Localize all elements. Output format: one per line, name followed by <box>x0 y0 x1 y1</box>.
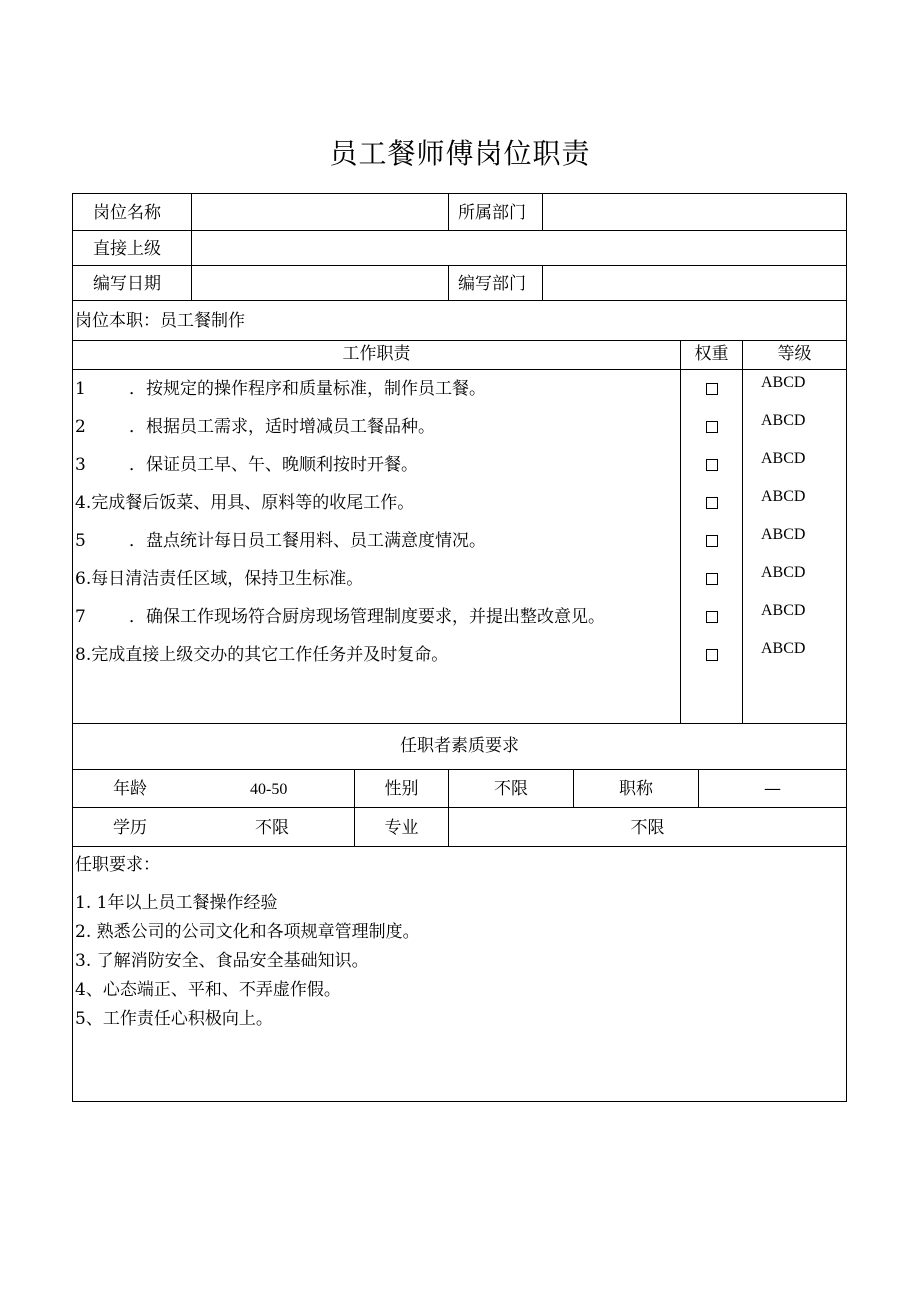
core-duty: 岗位本职：员工餐制作 <box>75 311 245 331</box>
grade-options: ABCD <box>761 374 806 391</box>
grade-options: ABCD <box>761 526 806 543</box>
duty-num: 7 <box>75 607 86 627</box>
duty-item <box>75 379 486 399</box>
weight-checkbox[interactable] <box>706 383 718 395</box>
duty-text: 每日清洁责任区域，保持卫生标准。 <box>91 569 364 589</box>
duty-num: 2 <box>75 417 86 437</box>
duty-num: 5 <box>75 531 86 551</box>
grade-options: ABCD <box>761 488 806 505</box>
weight-checkbox[interactable] <box>706 535 718 547</box>
qualifications-title: 任职者素质要求 <box>400 736 519 756</box>
write-dept-field[interactable] <box>547 274 841 294</box>
duty-item <box>75 455 418 475</box>
col-weight-header: 权重 <box>694 344 729 364</box>
page-title: 员工餐师傅岗位职责 <box>329 137 591 170</box>
duty-text: 完成直接上级交办的其它工作任务并及时复命。 <box>91 645 449 665</box>
job-title-value: — <box>764 779 781 799</box>
requirement-item: 4、心态端正、平和、不弄虚作假。 <box>75 980 341 1000</box>
requirements-title: 任职要求： <box>75 855 160 875</box>
duty-text: 完成餐后饭菜、用具、原料等的收尾工作。 <box>91 493 415 513</box>
grade-options: ABCD <box>761 450 806 467</box>
duty-text: ．按规定的操作程序和质量标准，制作员工餐。 <box>129 379 486 399</box>
gender-value: 不限 <box>494 779 528 799</box>
duty-item <box>75 607 605 627</box>
write-date-label: 编写日期 <box>93 274 161 294</box>
duty-item <box>75 417 435 437</box>
age-value: 40-50 <box>250 781 288 798</box>
supervisor-field[interactable] <box>195 239 841 259</box>
requirement-item: 1. 1年以上员工餐操作经验 <box>75 893 278 913</box>
age-label: 年龄 <box>113 779 147 799</box>
weight-checkbox[interactable] <box>706 497 718 509</box>
grade-options: ABCD <box>761 564 806 581</box>
duty-text: ．确保工作现场符合厨房现场管理制度要求，并提出整改意见。 <box>129 607 605 627</box>
supervisor-label: 直接上级 <box>93 239 161 259</box>
grade-options: ABCD <box>761 602 806 619</box>
duty-text: ．根据员工需求，适时增减员工餐品种。 <box>129 417 435 437</box>
grade-options: ABCD <box>761 640 806 657</box>
weight-checkbox[interactable] <box>706 421 718 433</box>
duty-item <box>75 645 448 665</box>
weight-checkbox[interactable] <box>706 573 718 585</box>
position-name-field[interactable] <box>195 203 443 223</box>
duty-item <box>75 569 363 589</box>
col-grade-header: 等级 <box>777 344 812 364</box>
duty-item <box>75 493 414 513</box>
position-name-label: 岗位名称 <box>93 203 161 223</box>
requirement-item: 3. 了解消防安全、食品安全基础知识。 <box>75 951 369 971</box>
duty-num: 1 <box>75 379 86 399</box>
grade-options: ABCD <box>761 412 806 429</box>
department-field[interactable] <box>547 203 841 223</box>
job-title-label: 职称 <box>619 779 653 799</box>
duty-num: 4. <box>75 493 92 513</box>
duty-num: 3 <box>75 455 86 475</box>
education-label: 学历 <box>113 818 147 838</box>
duty-item <box>75 531 486 551</box>
duty-num: 8. <box>75 645 92 665</box>
col-duty-header: 工作职责 <box>342 344 411 364</box>
weight-checkbox[interactable] <box>706 611 718 623</box>
major-label: 专业 <box>384 818 419 838</box>
job-description-form <box>72 193 847 1102</box>
duty-text: ．保证员工早、午、晚顺利按时开餐。 <box>129 455 418 475</box>
write-date-field[interactable] <box>195 274 443 294</box>
write-dept-label: 编写部门 <box>458 274 526 294</box>
weight-checkbox[interactable] <box>706 459 718 471</box>
gender-label: 性别 <box>384 779 419 799</box>
duty-num: 6. <box>75 569 92 589</box>
education-value: 不限 <box>255 818 289 838</box>
department-label: 所属部门 <box>458 203 526 223</box>
major-value: 不限 <box>630 818 665 838</box>
duty-text: ．盘点统计每日员工餐用料、员工满意度情况。 <box>129 531 486 551</box>
requirement-item: 2. 熟悉公司的公司文化和各项规章管理制度。 <box>75 922 420 942</box>
weight-checkbox[interactable] <box>706 649 718 661</box>
requirement-item: 5、工作责任心积极向上。 <box>75 1009 273 1029</box>
